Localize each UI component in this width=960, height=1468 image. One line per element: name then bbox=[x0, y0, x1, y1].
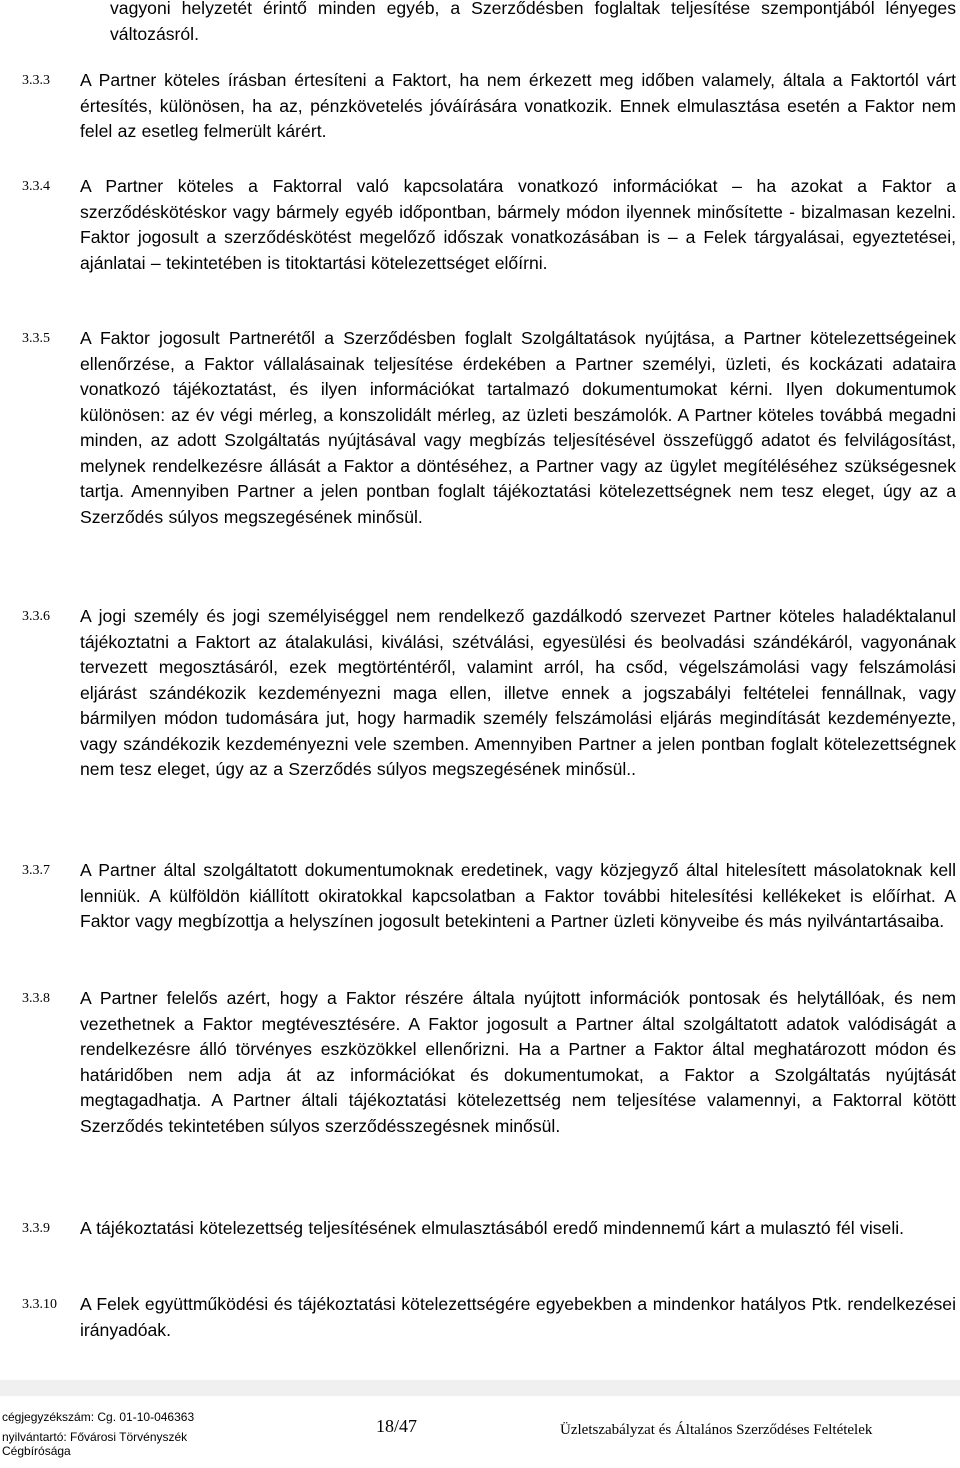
clause-text: A Partner felelős azért, hogy a Faktor részére általa nyújtott információk pontosak és helytállóak, és nem vezethetnek a Faktor megtévesztésére. A Faktor jogosult a Partner által szolgáltatott adatok valódiságát a rendelkezésre álló törvényes eszközökkel ellenőrizni. Ha a Partner a Faktor által meghatározott módon és határidőben nem adja át az információkat és dokumentumokat, a Faktor a Szolgáltatás nyújtását megtagadhatja. A Partner általi tájékoztatási kötelezettség nem teljesítése valamennyi, a Faktorral kötött Szerződés tekintetében súlyos szerződésszegésnek minősül. bbox=[80, 988, 956, 1136]
clause-text: A Partner által szolgáltatott dokumentumoknak eredetinek, vagy közjegyző által hitelesített másolatoknak kell lenniük. A külföldön kiállított okiratokkal kapcsolatban a Faktor további hitelesítési kellékeket is előírhat. A Faktor vagy megbízottja a helyszínen jogosult betekinteni a Partner üzleti könyveibe és más nyilvántartásaiba. bbox=[80, 860, 956, 931]
intro-text: vagyoni helyzetét érintő minden egyéb, a Szerződésben foglaltak teljesítése szempontjából lényeges változásról. bbox=[110, 0, 956, 44]
clause-number: 3.3.4 bbox=[22, 179, 50, 194]
clause-number: 3.3.7 bbox=[22, 863, 50, 878]
page-number: 18/47 bbox=[376, 1416, 418, 1436]
clause-text: A Faktor jogosult Partnerétől a Szerződésben foglalt Szolgáltatások nyújtása, a Partner kötelezettségeinek ellenőrzése, a Faktor vállalásainak teljesítése érdekében a Partner személyi, üzleti, és kockázati adataira vonatkozó tájékoztatást, és ilyen információkat tartalmazó dokumentumokat kérni. Ilyen dokumentumok különösen: az év végi mérleg, a konszolidált mérleg, az üzleti beszámolók. A Partner köteles továbbá megadni minden, az adott Szolgáltatás nyújtásával vagy megbízás teljesítésével összefüggő adatot és felvilágosítást, melynek rendelkezésre állását a Faktor a döntéséhez, a Partner vagy az ügylet megítéléséhez szükségesnek tartja. Amennyiben Partner a jelen pontban foglalt tájékoztatási kötelezettségnek nem tesz eleget, úgy az a Szerződés súlyos megszegésének minősül. bbox=[80, 328, 956, 527]
page-footer bbox=[0, 1380, 960, 1468]
footer-divider-bar bbox=[0, 1380, 960, 1396]
clause-number: 3.3.5 bbox=[22, 331, 50, 346]
clause-text: A tájékoztatási kötelezettség teljesítésének elmulasztásából eredő mindennemű kárt a mulasztó fél viseli. bbox=[80, 1218, 905, 1238]
registry-court: nyilvántartó: Fővárosi Törvényszék Cégbírósága bbox=[2, 1430, 188, 1458]
clause-number: 3.3.10 bbox=[22, 1297, 57, 1312]
clause-text: A Partner köteles a Faktorral való kapcsolatára vonatkozó információkat – ha azokat a Faktor a szerződéskötéskor vagy bármely egyéb időpontban, bármely módon ilyennek minősítette - bizalmasan kezelni. Faktor jogosult a szerződéskötést megelőző időszak vonatkozásában is – a Felek tárgyalásai, egyeztetései, ajánlatai – tekintetében is titoktartási kötelezettséget előírni. bbox=[80, 176, 956, 273]
clause-text: A Partner köteles írásban értesíteni a Faktort, ha nem érkezett meg időben valamely, általa a Faktortól várt értesítés, különösen, ha az, pénzkövetelés jóváírására vonatkozik. Ennek elmulasztása esetén a Faktor nem felel az esetleg felmerült kárért. bbox=[80, 70, 956, 141]
clause-number: 3.3.8 bbox=[22, 991, 50, 1006]
clause-number: 3.3.9 bbox=[22, 1221, 50, 1236]
registry-number: cégjegyzékszám: Cg. 01-10-046363 bbox=[2, 1410, 195, 1424]
clause-text: A jogi személy és jogi személyiséggel nem rendelkező gazdálkodó szervezet Partner köteles haladéktalanul tájékoztatni a Faktort az átalakulási, kiválási, szétválási, egyesülési és beolvadási szándékáról, vagyonának tervezett megosztásáról, ezek megtörténtéről, valamint arról, ha csőd, végelszámolási vagy felszámolási eljárást szándékozik kezdeményezni maga ellen, illetve ennek a jogszabályi feltételei fennállnak, vagy bármilyen módon tudomására jut, hogy harmadik személy felszámolási eljárás megindítását kezdeményezte, vagy szándékozik kezdeményezni vele szemben. Amennyiben Partner a jelen pontban foglalt kötelezettségnek nem tesz eleget, úgy az a Szerződés súlyos megszegésének minősül.. bbox=[80, 606, 956, 779]
clause-number: 3.3.6 bbox=[22, 609, 50, 624]
clause-number: 3.3.3 bbox=[22, 73, 50, 88]
document-title: Üzletszabályzat és Általános Szerződéses Feltételek bbox=[560, 1422, 873, 1438]
clause-text: A Felek együttműködési és tájékoztatási kötelezettségére egyebekben a mindenkor hatályos Ptk. rendelkezései irányadóak. bbox=[80, 1294, 956, 1340]
